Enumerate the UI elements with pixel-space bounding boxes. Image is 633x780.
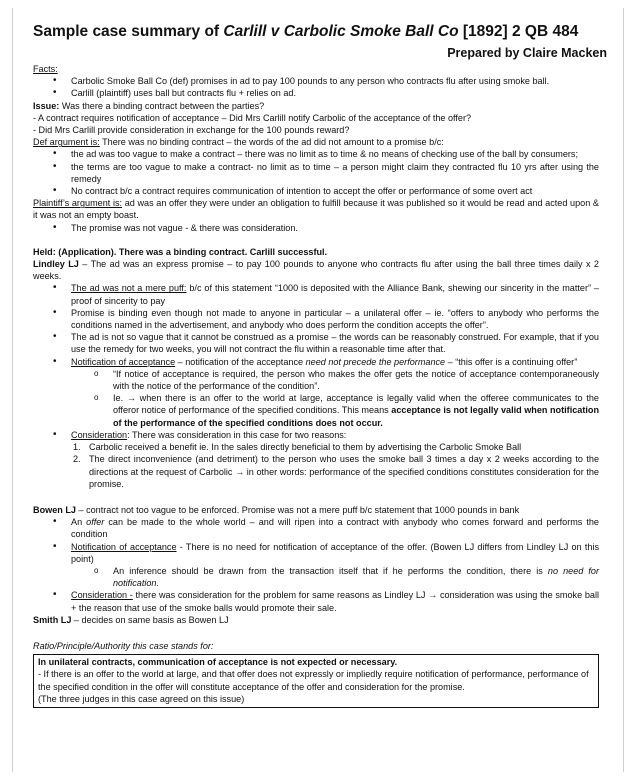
notification-heading: Notification of acceptance [71, 356, 176, 367]
list-item [33, 565, 599, 589]
list-item [33, 282, 599, 306]
reason-number: 2. [73, 454, 81, 465]
ratio-label: Ratio/Principle/Authority this case stands for: [33, 640, 214, 651]
reason-number: 1. [73, 442, 81, 453]
ratio-box [33, 654, 599, 708]
def-argument-list [33, 148, 599, 197]
sub2-bold: acceptance is not legally valid when notification of the performance of the specified conditions does not occur. [113, 405, 599, 428]
puff-heading: The ad was not a mere puff: [71, 283, 187, 294]
bowen-consideration-heading: Consideration - [71, 590, 133, 601]
consideration-reasons [33, 441, 599, 490]
notification-text: – notification of the acceptance [175, 356, 306, 367]
smith-text: – decides on same basis as Bowen LJ [71, 614, 229, 625]
list-item: • The ad is not so vague that it cannot be construed as a promise – the words can be reasonably construed. For example, that if you use the remedy for two weeks, you will not contract the flu within a reasonable time after that. [33, 331, 599, 355]
list-item: • Carbolic Smoke Ball Co (def) promises in ad to pay 100 pounds to any person who contracts flu after using smoke ball. [33, 75, 599, 87]
plaintiff-argument-line [33, 197, 599, 221]
smith-name: Smith LJ [33, 614, 72, 625]
puff-text: b/c of this statement “1000 is deposited with the Alliance Bank, shewing our sincerity in the matter” – proof of sincerity to pay [71, 283, 599, 306]
plaintiff-argument-list [33, 222, 599, 234]
list-item: • the ad was too vague to make a contract – there was no limit as to time & no means of checking use of the ball by consumers; [33, 148, 599, 160]
def-argument-heading: Def argument is: [33, 137, 100, 148]
list-item: • No contract b/c a contract requires communication of intention to accept the offer or performance of some overt act [33, 185, 599, 197]
title-prefix: Sample case summary of [33, 23, 224, 40]
consideration-text: : There was consideration in this case for two reasons: [127, 429, 347, 440]
document-content [33, 22, 607, 708]
list-item [33, 392, 599, 429]
ratio-text: - If there is an offer to the world at large, and that offer does not expressly or impliedly require notification of performance, performance of the specified condition in the offer will constitute acceptance of the offer and consideration for the promise. [38, 669, 589, 692]
bowen-name: Bowen LJ [33, 504, 76, 515]
reason-text: Carbolic received a benefit ie. In the sales directly beneficial to them by advertising the Carbolic Smoke Ball [89, 442, 522, 453]
list-item [33, 516, 599, 540]
list-item [33, 441, 599, 453]
facts-heading: Facts: [33, 64, 58, 74]
bowen-notification-sublist [33, 565, 599, 589]
list-item: • The promise was not vague - & there was consideration. [33, 222, 599, 234]
bowen-intro [33, 504, 599, 516]
facts-list [33, 75, 599, 99]
inference-pre: An inference should be drawn from the transaction itself that if he performs the condition, there is [113, 565, 548, 576]
consideration-heading: Consideration [71, 429, 128, 440]
def-argument-text: There was no binding contract – the words of the ad did not amount to a promise b/c: [99, 137, 444, 148]
page-title [33, 22, 599, 41]
list-item [33, 356, 599, 429]
list-item [33, 541, 599, 590]
issue-line-2: - Did Mrs Carlill provide consideration in exchange for the 100 pounds reward? [33, 125, 350, 136]
smith-line [33, 614, 599, 626]
bowen-notification-heading: Notification of acceptance [71, 541, 177, 552]
document-page [12, 8, 624, 772]
held-line: Held: (Application). There was a binding contract. Carlill successful. [33, 246, 328, 257]
list-item [33, 429, 599, 441]
notification-tail: – “this offer is a continuing offer” [445, 356, 578, 367]
list-item: o “If notice of acceptance is required, the person who makes the offer gets the notice of acceptance contemporaneously with the notice of the performance of the condition”. [33, 368, 599, 392]
issue-heading: Issue: [33, 100, 60, 111]
lindley-intro [33, 258, 599, 282]
issue-line-1: - A contract requires notification of acceptance – Did Mrs Carlill notify Carbolic of the acceptance of the offer? [33, 112, 472, 123]
notification-sublist [33, 368, 599, 429]
plaintiff-argument-heading: Plaintiff’s argument is: [33, 198, 123, 209]
offer-post: can be made to the whole world – and will ripen into a contract with anybody who comes forward and performs the condition [71, 517, 599, 540]
ratio-note: (The three judges in this case agreed on this issue) [38, 693, 245, 704]
offer-italic: offer [86, 517, 105, 528]
title-case-name: Carlill v Carbolic Smoke Ball Co [223, 23, 459, 40]
lindley-name: Lindley LJ [33, 259, 79, 270]
plaintiff-argument-text: ad was an offer they were under an obligation to fulfill because it was published so it would be read and acted upon & it was not an empty boast. [33, 198, 599, 221]
spacer [33, 234, 599, 246]
lindley-intro-text: – The ad was an express promise – to pay 100 pounds to anyone who contracts flu after using the ball three times daily x 2 weeks. [33, 259, 599, 282]
list-item [33, 589, 599, 613]
list-item [33, 453, 599, 490]
def-argument-line [33, 136, 599, 148]
list-item: • Promise is binding even though not made to anyone in particular – a unilateral offer – ie. “offers to anybody who performs the conditions named in the advertisement, and anybody who does perform the condition accepts the offer”. [33, 307, 599, 331]
spacer [33, 490, 599, 504]
reason-text: The direct inconvenience (and detriment) to the person who uses the smoke ball 3 times a day x 2 weeks according to the directions at the request of Carbolic → in other words: performance of the specified conditions constitutes consideration for the promise. [89, 454, 599, 489]
issue-text: Was there a binding contract between the parties? [59, 100, 265, 111]
ratio-bold: In unilateral contracts, communication of acceptance is not expected or necessary. [38, 657, 398, 668]
bowen-list [33, 516, 599, 614]
list-item: • the terms are too vague to make a contract- no limit as to time – a person might claim they contracted flu 10 yrs after using the remedy [33, 161, 599, 185]
offer-pre: An [71, 517, 87, 528]
sub2-text: Ie. → when there is an offer to the world at large, acceptance is legally valid when the offeree communicates to the offeror notice of performance of the specified conditions. This means [113, 393, 599, 416]
bowen-intro-text: – contract not too vague to be enforced. Promise was not a mere puff b/c statement that 1000 pounds in bank [75, 504, 520, 515]
list-item: • Carlill (plaintiff) uses ball but contracts flu + relies on ad. [33, 87, 599, 99]
lindley-list [33, 282, 599, 441]
inference-italic: no need for notification. [113, 565, 599, 589]
title-citation: [1892] 2 QB 484 [458, 23, 579, 40]
bowen-notification-text: - There is no need for notification of acceptance of the offer. (Bowen LJ differs from Lindley LJ on this point) [71, 541, 599, 564]
bowen-consideration-text: there was consideration for the problem for same reasons as Lindley LJ → consideration was using the smoke ball + the reason that use of the smoke balls would promote their sale. [71, 590, 599, 613]
prepared-by: Prepared by Claire Macken [447, 46, 607, 60]
issue-line [33, 100, 599, 112]
notification-italic: need not precede the performance [305, 356, 446, 367]
